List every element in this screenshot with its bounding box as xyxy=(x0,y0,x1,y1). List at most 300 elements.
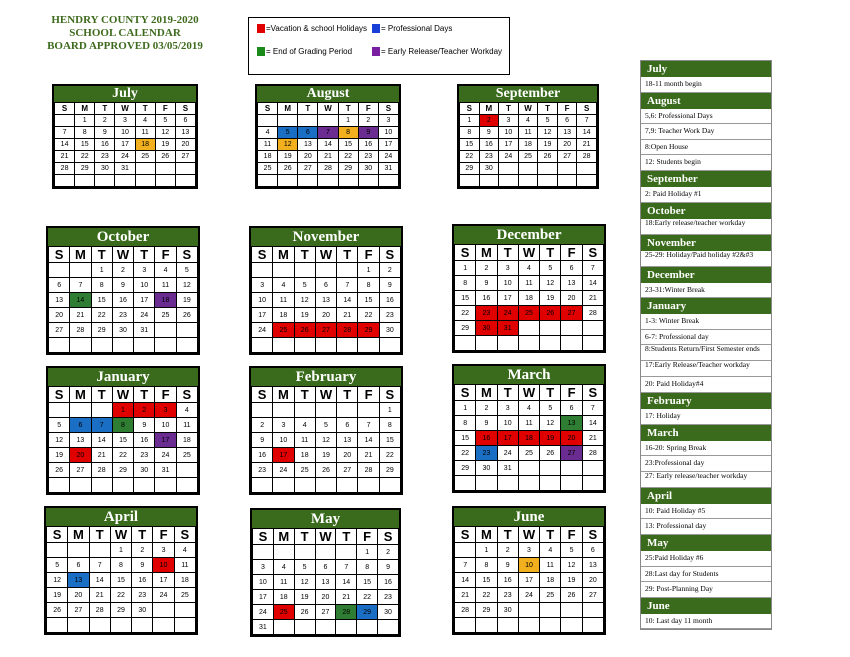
day-cell: 26 xyxy=(278,163,298,175)
day-cell: 17 xyxy=(378,139,398,151)
day-cell: 3 xyxy=(155,403,176,418)
day-cell xyxy=(540,461,561,476)
day-cell: 23 xyxy=(95,151,115,163)
day-cell xyxy=(75,175,95,187)
day-cell: 16 xyxy=(497,573,518,588)
day-cell: 14 xyxy=(337,293,358,308)
day-cell: 17 xyxy=(153,573,174,588)
weekday-header: S xyxy=(582,527,603,543)
day-cell: 30 xyxy=(95,163,115,175)
day-cell: 5 xyxy=(561,543,582,558)
day-cell: 19 xyxy=(155,139,175,151)
sidebar-month-january: January xyxy=(641,298,771,314)
day-cell: 9 xyxy=(379,278,400,293)
day-cell: 15 xyxy=(358,293,379,308)
weekday-header: S xyxy=(378,529,399,545)
day-cell: 16 xyxy=(476,291,497,306)
sidebar-event: 5,6: Professional Days xyxy=(641,109,771,125)
day-cell xyxy=(315,545,336,560)
grading-swatch xyxy=(257,47,265,56)
day-cell: 6 xyxy=(582,543,603,558)
day-cell: 2 xyxy=(95,115,115,127)
day-cell: 4 xyxy=(273,560,294,575)
sidebar-event: 23-31:Winter Break xyxy=(641,283,771,299)
day-cell xyxy=(294,338,315,353)
day-cell: 15 xyxy=(110,573,131,588)
calendar-july xyxy=(52,84,198,189)
sidebar-month-june: June xyxy=(641,598,771,614)
day-cell: 5 xyxy=(47,558,68,573)
day-cell: 28 xyxy=(89,603,110,618)
day-cell: 16 xyxy=(134,433,155,448)
day-cell: 9 xyxy=(112,278,133,293)
sidebar-event: 12: Students begin xyxy=(641,155,771,171)
day-cell: 26 xyxy=(561,588,582,603)
day-cell xyxy=(557,163,577,175)
day-cell: 25 xyxy=(176,448,197,463)
day-cell xyxy=(89,618,110,633)
day-cell: 26 xyxy=(540,306,561,321)
sidebar-event: 10: Last day 11 month xyxy=(641,614,771,630)
weekday-header: T xyxy=(499,103,519,115)
day-cell: 1 xyxy=(75,115,95,127)
day-cell xyxy=(155,323,176,338)
weekday-header: T xyxy=(294,387,315,403)
weekday-header: W xyxy=(518,103,538,115)
day-cell xyxy=(518,476,539,491)
day-cell: 21 xyxy=(318,151,338,163)
day-cell: 10 xyxy=(153,558,174,573)
day-cell: 16 xyxy=(132,573,153,588)
day-cell: 24 xyxy=(497,306,518,321)
day-cell xyxy=(582,603,603,618)
day-cell: 13 xyxy=(70,433,91,448)
sidebar-month-november: November xyxy=(641,235,771,251)
sidebar-month-september: September xyxy=(641,171,771,187)
day-cell xyxy=(358,403,379,418)
day-cell: 28 xyxy=(91,463,112,478)
day-cell: 28 xyxy=(358,463,379,478)
day-cell: 4 xyxy=(258,127,278,139)
sidebar-month-october: October xyxy=(641,203,771,219)
day-cell: 1 xyxy=(476,543,497,558)
day-cell: 14 xyxy=(577,127,597,139)
day-cell: 4 xyxy=(155,263,176,278)
sidebar-event: 10: Paid Holiday #5 xyxy=(641,504,771,520)
day-cell: 18 xyxy=(273,308,294,323)
day-cell: 2 xyxy=(379,263,400,278)
day-cell: 15 xyxy=(455,291,476,306)
day-cell: 27 xyxy=(298,163,318,175)
day-cell: 28 xyxy=(455,603,476,618)
day-cell xyxy=(273,545,294,560)
day-cell xyxy=(134,338,155,353)
day-cell xyxy=(379,338,400,353)
day-cell: 22 xyxy=(110,588,131,603)
day-cell: 1 xyxy=(379,403,400,418)
day-cell: 9 xyxy=(497,558,518,573)
weekday-header: T xyxy=(538,103,558,115)
weekday-header: W xyxy=(318,103,338,115)
day-cell xyxy=(577,175,597,187)
day-cell xyxy=(49,263,70,278)
day-cell: 8 xyxy=(357,560,378,575)
day-cell xyxy=(540,321,561,336)
day-cell: 26 xyxy=(294,323,315,338)
day-cell: 22 xyxy=(455,446,476,461)
day-cell xyxy=(378,175,398,187)
day-cell: 27 xyxy=(70,463,91,478)
weekday-header: W xyxy=(315,529,336,545)
day-cell: 1 xyxy=(91,263,112,278)
day-cell: 4 xyxy=(294,418,315,433)
day-cell: 6 xyxy=(175,115,195,127)
sidebar-month-april: April xyxy=(641,488,771,504)
day-cell: 14 xyxy=(582,276,603,291)
day-cell xyxy=(155,175,175,187)
weekday-header: T xyxy=(298,103,318,115)
weekday-header: F xyxy=(561,245,582,261)
day-cell: 18 xyxy=(155,293,176,308)
sidebar-month-february: February xyxy=(641,393,771,409)
day-cell: 30 xyxy=(497,603,518,618)
day-cell: 5 xyxy=(294,278,315,293)
weekday-header: W xyxy=(518,527,539,543)
weekday-header: T xyxy=(134,247,155,263)
day-cell: 7 xyxy=(91,418,112,433)
legend-grading-label: = End of Grading Period xyxy=(266,47,353,56)
day-cell: 18 xyxy=(518,139,538,151)
title-line-2: SCHOOL CALENDAR xyxy=(69,27,181,39)
day-cell: 17 xyxy=(497,291,518,306)
weekday-header: S xyxy=(49,247,70,263)
weekday-header: M xyxy=(273,529,294,545)
day-cell: 11 xyxy=(540,558,561,573)
day-cell xyxy=(134,478,155,493)
weekday-header: S xyxy=(460,103,480,115)
day-cell xyxy=(55,115,75,127)
day-cell xyxy=(582,461,603,476)
weekday-header: T xyxy=(497,245,518,261)
day-cell: 23 xyxy=(358,151,378,163)
day-cell: 9 xyxy=(479,127,499,139)
day-cell: 15 xyxy=(357,575,378,590)
day-cell: 8 xyxy=(379,418,400,433)
day-cell: 16 xyxy=(112,293,133,308)
day-cell: 22 xyxy=(379,448,400,463)
professional-swatch xyxy=(372,24,380,33)
sidebar-event: 8:Students Return/First Semester ends xyxy=(641,345,771,361)
day-cell: 19 xyxy=(278,151,298,163)
day-cell xyxy=(298,115,318,127)
day-cell: 23 xyxy=(112,308,133,323)
day-cell xyxy=(540,336,561,351)
day-cell: 24 xyxy=(497,446,518,461)
day-cell: 21 xyxy=(91,448,112,463)
day-cell: 26 xyxy=(540,446,561,461)
day-cell: 28 xyxy=(337,323,358,338)
month-title: April xyxy=(46,508,196,526)
day-cell xyxy=(294,478,315,493)
day-cell: 18 xyxy=(540,573,561,588)
day-cell: 19 xyxy=(540,291,561,306)
day-cell xyxy=(91,338,112,353)
day-cell: 2 xyxy=(497,543,518,558)
weekday-header: W xyxy=(518,385,539,401)
sidebar-event: 13: Professional day xyxy=(641,519,771,535)
day-cell: 27 xyxy=(561,306,582,321)
day-cell xyxy=(336,545,357,560)
sidebar-month-march: March xyxy=(641,425,771,441)
day-cell xyxy=(68,543,89,558)
day-cell: 28 xyxy=(577,151,597,163)
day-cell: 10 xyxy=(499,127,519,139)
day-cell: 3 xyxy=(253,560,274,575)
day-cell: 18 xyxy=(273,590,294,605)
calendar-december xyxy=(452,224,606,353)
day-cell: 5 xyxy=(538,115,558,127)
day-cell: 5 xyxy=(176,263,197,278)
day-cell: 5 xyxy=(294,560,315,575)
day-cell: 24 xyxy=(252,323,273,338)
weekday-header: T xyxy=(497,527,518,543)
day-cell xyxy=(358,478,379,493)
day-cell: 26 xyxy=(47,603,68,618)
day-cell xyxy=(378,620,399,635)
legend-vacation xyxy=(257,24,367,33)
day-cell: 12 xyxy=(47,573,68,588)
day-cell xyxy=(175,163,195,175)
calendar-august xyxy=(255,84,401,189)
weekday-header: T xyxy=(337,247,358,263)
month-title: July xyxy=(54,86,196,102)
day-cell: 20 xyxy=(175,139,195,151)
day-cell: 10 xyxy=(155,418,176,433)
day-cell xyxy=(582,336,603,351)
weekday-header: W xyxy=(315,247,336,263)
day-cell xyxy=(518,336,539,351)
day-cell xyxy=(518,603,539,618)
weekday-header: F xyxy=(358,387,379,403)
weekday-header: T xyxy=(294,529,315,545)
day-cell xyxy=(176,323,197,338)
legend xyxy=(248,17,510,75)
day-cell xyxy=(176,478,197,493)
day-cell: 31 xyxy=(497,321,518,336)
day-cell xyxy=(273,263,294,278)
day-cell: 8 xyxy=(358,278,379,293)
sidebar-month-may: May xyxy=(641,535,771,551)
day-cell: 23 xyxy=(379,308,400,323)
day-cell: 10 xyxy=(252,293,273,308)
day-cell: 10 xyxy=(115,127,135,139)
day-cell: 15 xyxy=(455,431,476,446)
day-cell: 12 xyxy=(561,558,582,573)
day-cell: 1 xyxy=(357,545,378,560)
day-cell xyxy=(315,263,336,278)
day-cell: 22 xyxy=(358,308,379,323)
day-cell: 26 xyxy=(294,605,315,620)
day-cell: 6 xyxy=(557,115,577,127)
day-cell xyxy=(174,618,195,633)
weekday-header: S xyxy=(176,247,197,263)
sidebar-event: 7,9: Teacher Work Day xyxy=(641,124,771,140)
weekday-header: W xyxy=(115,103,135,115)
weekday-header: M xyxy=(70,387,91,403)
day-cell: 3 xyxy=(497,401,518,416)
day-cell xyxy=(70,263,91,278)
calendar-november xyxy=(249,226,403,355)
day-cell: 23 xyxy=(497,588,518,603)
day-cell xyxy=(175,175,195,187)
month-title: February xyxy=(251,368,401,386)
day-cell: 9 xyxy=(476,416,497,431)
day-cell: 22 xyxy=(75,151,95,163)
day-cell xyxy=(476,476,497,491)
day-cell: 5 xyxy=(155,115,175,127)
month-title: November xyxy=(251,228,401,246)
sidebar-event: 18:Early release/teacher workday xyxy=(641,219,771,235)
day-cell: 3 xyxy=(115,115,135,127)
day-cell: 7 xyxy=(55,127,75,139)
day-cell xyxy=(318,115,338,127)
weekday-header: T xyxy=(540,385,561,401)
day-cell: 6 xyxy=(561,401,582,416)
day-cell: 13 xyxy=(315,575,336,590)
day-cell xyxy=(337,338,358,353)
weekday-header: T xyxy=(135,103,155,115)
day-cell: 27 xyxy=(68,603,89,618)
day-cell: 19 xyxy=(176,293,197,308)
day-cell: 4 xyxy=(518,401,539,416)
day-cell: 29 xyxy=(379,463,400,478)
day-cell: 11 xyxy=(174,558,195,573)
day-cell: 8 xyxy=(460,127,480,139)
day-cell: 13 xyxy=(561,276,582,291)
day-cell: 11 xyxy=(155,278,176,293)
day-cell: 9 xyxy=(134,418,155,433)
calendar-may xyxy=(250,508,401,637)
day-cell: 9 xyxy=(95,127,115,139)
day-cell xyxy=(518,321,539,336)
day-cell: 11 xyxy=(518,276,539,291)
day-cell: 17 xyxy=(497,431,518,446)
day-cell xyxy=(337,263,358,278)
day-cell xyxy=(176,463,197,478)
day-cell: 28 xyxy=(582,306,603,321)
day-cell: 14 xyxy=(89,573,110,588)
day-cell xyxy=(561,603,582,618)
day-cell: 6 xyxy=(315,560,336,575)
weekday-header: S xyxy=(455,385,476,401)
day-cell: 3 xyxy=(497,261,518,276)
day-cell: 17 xyxy=(134,293,155,308)
month-title: March xyxy=(454,366,604,384)
day-cell xyxy=(561,476,582,491)
weekday-header: F xyxy=(155,387,176,403)
day-cell: 17 xyxy=(499,139,519,151)
day-cell: 25 xyxy=(258,163,278,175)
day-cell: 8 xyxy=(112,418,133,433)
day-cell: 12 xyxy=(155,127,175,139)
day-cell: 11 xyxy=(518,416,539,431)
day-cell xyxy=(358,175,378,187)
sidebar-event: 27: Early release/teacher workday xyxy=(641,472,771,488)
day-cell: 12 xyxy=(315,433,336,448)
day-cell: 29 xyxy=(455,461,476,476)
day-cell: 20 xyxy=(561,431,582,446)
day-cell: 1 xyxy=(112,403,133,418)
day-cell: 12 xyxy=(176,278,197,293)
day-cell: 30 xyxy=(476,321,497,336)
day-cell xyxy=(455,476,476,491)
day-cell: 6 xyxy=(298,127,318,139)
early-swatch xyxy=(372,47,380,56)
day-cell: 17 xyxy=(252,308,273,323)
day-cell: 13 xyxy=(315,293,336,308)
weekday-header: W xyxy=(112,387,133,403)
weekday-header: W xyxy=(315,387,336,403)
day-cell: 7 xyxy=(336,560,357,575)
weekday-header: T xyxy=(540,527,561,543)
weekday-header: S xyxy=(455,527,476,543)
day-cell xyxy=(476,336,497,351)
calendar-april xyxy=(44,506,198,635)
day-cell: 25 xyxy=(294,463,315,478)
day-cell: 21 xyxy=(455,588,476,603)
day-cell: 15 xyxy=(75,139,95,151)
day-cell: 2 xyxy=(252,418,273,433)
day-cell: 8 xyxy=(476,558,497,573)
calendar-march xyxy=(452,364,606,493)
day-cell: 28 xyxy=(318,163,338,175)
weekday-header: S xyxy=(258,103,278,115)
weekday-header: T xyxy=(294,247,315,263)
day-cell: 21 xyxy=(582,291,603,306)
day-cell xyxy=(298,175,318,187)
weekday-header: M xyxy=(75,103,95,115)
day-cell xyxy=(294,545,315,560)
day-cell: 2 xyxy=(378,545,399,560)
day-cell: 25 xyxy=(174,588,195,603)
day-cell: 17 xyxy=(273,448,294,463)
day-cell: 31 xyxy=(378,163,398,175)
day-cell: 23 xyxy=(378,590,399,605)
day-cell: 12 xyxy=(294,575,315,590)
day-cell: 26 xyxy=(538,151,558,163)
day-cell: 18 xyxy=(176,433,197,448)
sidebar-event: 25:Paid Holiday #6 xyxy=(641,551,771,567)
month-title: May xyxy=(252,510,399,528)
day-cell xyxy=(315,338,336,353)
day-cell: 3 xyxy=(499,115,519,127)
calendar-october xyxy=(46,226,200,355)
day-cell: 10 xyxy=(497,416,518,431)
day-cell xyxy=(497,476,518,491)
sidebar-event: 18-11 month begin xyxy=(641,77,771,93)
day-cell xyxy=(338,175,358,187)
day-cell: 14 xyxy=(455,573,476,588)
day-cell: 11 xyxy=(273,575,294,590)
day-cell xyxy=(582,618,603,633)
day-cell xyxy=(337,403,358,418)
day-cell xyxy=(110,618,131,633)
weekday-header: M xyxy=(273,387,294,403)
day-cell: 11 xyxy=(176,418,197,433)
day-cell: 29 xyxy=(455,321,476,336)
day-cell: 23 xyxy=(134,448,155,463)
day-cell: 26 xyxy=(49,463,70,478)
